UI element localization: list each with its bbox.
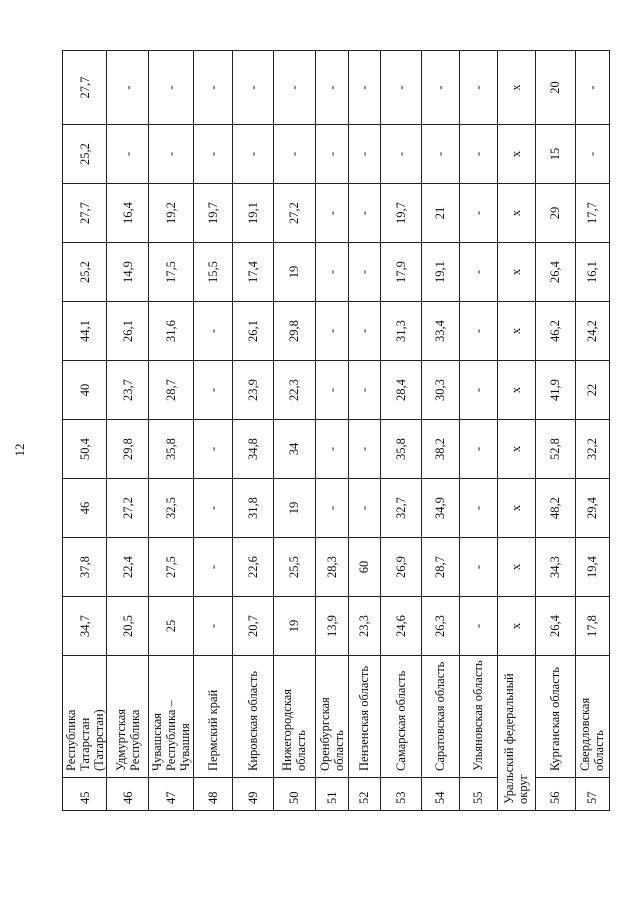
value-cell: 34,7 [63,597,107,656]
value-cell: - [380,125,421,184]
value-cell: - [315,125,348,184]
value-cell: - [149,51,193,125]
value-cell: - [315,243,348,302]
value-cell: - [575,125,609,184]
value-cell: 21 [421,184,459,243]
district-name-cell: Уральский федеральный округ [497,656,535,811]
table-row [497,51,535,811]
table-row [232,51,273,811]
value-cell: 19,1 [421,243,459,302]
value-cell: 13,9 [315,597,348,656]
value-cell: 29,8 [273,302,315,361]
value-cell: 19 [273,243,315,302]
value-cell: - [193,479,232,538]
value-cell: 27,7 [63,184,107,243]
value-cell: 19 [273,597,315,656]
value-cell: 44,1 [63,302,107,361]
value-cell: 28,7 [421,538,459,597]
row-number-cell: 47 [149,778,193,811]
value-cell: 19,2 [149,184,193,243]
table-row [535,51,575,811]
region-name-cell: Ульяновская область [459,656,497,778]
value-cell: 15,5 [193,243,232,302]
value-cell: - [107,125,149,184]
table-row [107,51,149,811]
table-row [149,51,193,811]
value-cell: 20,5 [107,597,149,656]
value-cell: - [380,51,421,125]
row-number-cell: 52 [348,778,380,811]
table-row [575,51,609,811]
value-cell: 23,7 [107,361,149,420]
value-cell: 19,1 [232,184,273,243]
value-cell: - [459,597,497,656]
row-number-cell: 56 [535,778,575,811]
value-cell: - [348,51,380,125]
value-cell: x [497,420,535,479]
value-cell: - [315,302,348,361]
value-cell: 31,8 [232,479,273,538]
value-cell: 19,7 [380,184,421,243]
value-cell: - [459,420,497,479]
value-cell: 22,4 [107,538,149,597]
value-cell: - [459,243,497,302]
table-row [380,51,421,811]
value-cell: - [459,538,497,597]
value-cell: - [348,420,380,479]
value-cell: 32,7 [380,479,421,538]
value-cell: 37,8 [63,538,107,597]
value-cell: 24,6 [380,597,421,656]
value-cell: x [497,243,535,302]
value-cell: 38,2 [421,420,459,479]
value-cell: - [575,51,609,125]
value-cell: - [232,51,273,125]
value-cell: 17,4 [232,243,273,302]
value-cell: - [315,51,348,125]
value-cell: 34,3 [535,538,575,597]
table-row [193,51,232,811]
value-cell: - [459,125,497,184]
value-cell: 26,4 [535,243,575,302]
value-cell: 22,6 [232,538,273,597]
value-cell: - [348,479,380,538]
row-number-cell: 50 [273,778,315,811]
value-cell: 19 [273,479,315,538]
region-name-cell: Оренбургская область [315,656,348,778]
value-cell: x [497,597,535,656]
region-name-cell: Пензенская область [348,656,380,778]
row-number-cell: 55 [459,778,497,811]
region-name-cell: Самарская область [380,656,421,778]
value-cell: 27,2 [107,479,149,538]
value-cell: - [348,361,380,420]
value-cell: 26,9 [380,538,421,597]
value-cell: 26,1 [107,302,149,361]
value-cell: - [193,51,232,125]
value-cell: 60 [348,538,380,597]
page-number: 12 [12,443,27,457]
value-cell: 46 [63,479,107,538]
row-number-cell: 48 [193,778,232,811]
value-cell: x [497,184,535,243]
row-number-cell: 49 [232,778,273,811]
value-cell: - [193,538,232,597]
region-name-cell: Курганская область [535,656,575,778]
value-cell: 34,8 [232,420,273,479]
value-cell: 17,9 [380,243,421,302]
value-cell: 25 [149,597,193,656]
value-cell: - [149,125,193,184]
region-name-cell: Республика Татарстан (Татарстан) [63,656,107,778]
value-cell: 34 [273,420,315,479]
row-number-cell: 45 [63,778,107,811]
value-cell: 25,2 [63,243,107,302]
value-cell: x [497,361,535,420]
value-cell: 30,3 [421,361,459,420]
row-number-cell: 54 [421,778,459,811]
value-cell: - [193,125,232,184]
value-cell: 23,3 [348,597,380,656]
value-cell: - [193,302,232,361]
value-cell: 15 [535,125,575,184]
value-cell: 46,2 [535,302,575,361]
table-body [63,51,610,811]
value-cell: - [193,361,232,420]
value-cell: 20,7 [232,597,273,656]
region-name-cell: Нижегородская область [273,656,315,778]
value-cell: 29,4 [575,479,609,538]
value-cell: 28,3 [315,538,348,597]
value-cell: 40 [63,361,107,420]
value-cell: 16,1 [575,243,609,302]
statistics-table [62,50,610,811]
value-cell: - [315,361,348,420]
value-cell: - [348,125,380,184]
value-cell: 34,9 [421,479,459,538]
value-cell: 31,6 [149,302,193,361]
value-cell: x [497,302,535,361]
value-cell: 20 [535,51,575,125]
value-cell: 27,5 [149,538,193,597]
region-name-cell: Кировская область [232,656,273,778]
value-cell: 32,5 [149,479,193,538]
value-cell: x [497,479,535,538]
table-row [315,51,348,811]
value-cell: 29 [535,184,575,243]
value-cell: - [193,420,232,479]
value-cell: - [459,361,497,420]
row-number-cell: 51 [315,778,348,811]
value-cell: 28,4 [380,361,421,420]
table-row [421,51,459,811]
table-row [348,51,380,811]
value-cell: 35,8 [149,420,193,479]
value-cell: 22 [575,361,609,420]
value-cell: x [497,538,535,597]
value-cell: 24,2 [575,302,609,361]
value-cell: 33,4 [421,302,459,361]
value-cell: 50,4 [63,420,107,479]
value-cell: - [107,51,149,125]
value-cell: 32,2 [575,420,609,479]
region-name-cell: Саратовская область [421,656,459,778]
value-cell: x [497,125,535,184]
value-cell: - [315,479,348,538]
value-cell: - [193,597,232,656]
table-row [459,51,497,811]
value-cell: - [421,51,459,125]
table-row [63,51,107,811]
value-cell: 19,7 [193,184,232,243]
value-cell: - [315,420,348,479]
row-number-cell: 46 [107,778,149,811]
value-cell: 27,2 [273,184,315,243]
value-cell: 17,5 [149,243,193,302]
value-cell: 26,4 [535,597,575,656]
region-name-cell: Пермский край [193,656,232,778]
value-cell: 25,2 [63,125,107,184]
value-cell: 16,4 [107,184,149,243]
value-cell: 19,4 [575,538,609,597]
value-cell: 35,8 [380,420,421,479]
region-name-cell: Свердловская область [575,656,609,778]
value-cell: - [421,125,459,184]
value-cell: 22,3 [273,361,315,420]
value-cell: - [459,302,497,361]
value-cell: - [273,51,315,125]
row-number-cell: 57 [575,778,609,811]
value-cell: 41,9 [535,361,575,420]
region-name-cell: Удмуртская Республика [107,656,149,778]
value-cell: - [459,51,497,125]
value-cell: 29,8 [107,420,149,479]
value-cell: - [315,184,348,243]
value-cell: x [497,51,535,125]
value-cell: - [459,184,497,243]
value-cell: 23,9 [232,361,273,420]
value-cell: 25,5 [273,538,315,597]
value-cell: - [273,125,315,184]
value-cell: - [232,125,273,184]
value-cell: 52,8 [535,420,575,479]
region-name-cell: Чувашская Республика – Чувашия [149,656,193,778]
value-cell: 17,8 [575,597,609,656]
value-cell: - [348,184,380,243]
value-cell: 28,7 [149,361,193,420]
value-cell: 31,3 [380,302,421,361]
value-cell: 26,3 [421,597,459,656]
value-cell: 14,9 [107,243,149,302]
value-cell: 26,1 [232,302,273,361]
value-cell: 48,2 [535,479,575,538]
value-cell: - [348,302,380,361]
value-cell: - [459,479,497,538]
row-number-cell: 53 [380,778,421,811]
value-cell: - [348,243,380,302]
table-row [273,51,315,811]
rotated-table-container [62,51,610,811]
value-cell: 17,7 [575,184,609,243]
value-cell: 27,7 [63,51,107,125]
